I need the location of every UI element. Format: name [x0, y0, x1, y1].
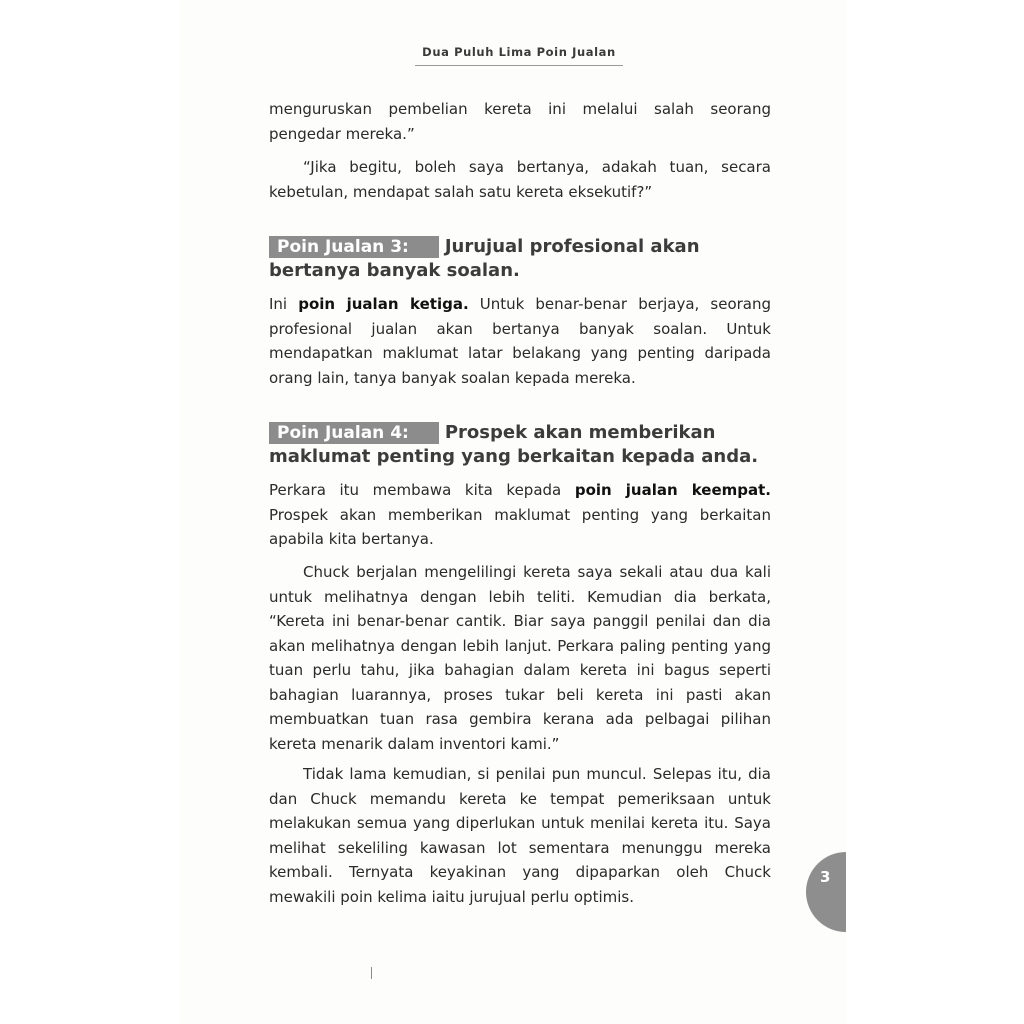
paragraph-3-bold: poin jualan ketiga.	[298, 295, 469, 313]
heading-text-4: Prospek akan memberikan maklumat penting yang berkaitan kepada anda.	[269, 422, 759, 467]
page-number: 3	[820, 868, 831, 886]
heading-poin-jualan-3	[269, 235, 779, 283]
running-title: Dua Puluh Lima Poin Jualan	[415, 45, 623, 66]
paragraph-4-rest: Prospek akan memberikan maklumat penting yang berkaitan apabila kita bertanya.	[269, 505, 771, 548]
paragraph-2: “Jika begitu, boleh saya bertanya, adakah tuan, secara kebetulan, mendapat salah satu kereta eksekutif?”	[269, 158, 771, 201]
paragraph-4-start: Perkara itu membawa kita kepada	[269, 481, 575, 499]
paragraph-6: Tidak lama kemudian, si penilai pun muncul. Selepas itu, dia dan Chuck memandu kereta ke tempat pemeriksaan untuk melakukan semua yang diperlukan untuk menilai kereta itu. Saya melihat sekeliling kawasan lot sementara menunggu mereka kembali. Ternyata keyakinan yang dipaparkan oleh Chuck mewakili poin kelima iaitu jurujual perlu optimis.	[269, 765, 771, 906]
paragraph-1: menguruskan pembelian kereta ini melalui salah seorang pengedar mereka.”	[269, 100, 771, 143]
paragraph-4-bold: poin jualan keempat.	[574, 481, 771, 499]
heading-tag-4: Poin Jualan 4:	[269, 422, 439, 444]
heading-tag-3: Poin Jualan 3:	[269, 236, 439, 258]
paragraph-5: Chuck berjalan mengelilingi kereta saya sekali atau dua kali untuk melihatnya dengan lebih teliti. Kemudian dia berkata, “Kereta ini benar-benar cantik. Biar saya panggil penilai dan dia akan melihatnya dengan lebih lanjut. Perkara paling penting yang tuan perlu tahu, jika bahagian dalam kereta ini bagus seperti bahagian luarannya, proses tukar beli kereta ini pasti akan membuatkan tuan rasa gembira kerana ada pelbagai pilihan kereta menarik dalam inventori kami.”	[269, 563, 771, 753]
crop-mark	[371, 967, 372, 979]
heading-text-3: Jurujual profesional akan bertanya banyak soalan.	[269, 236, 700, 281]
heading-poin-jualan-4	[269, 421, 779, 469]
paragraph-3-rest: Untuk benar-benar berjaya, seorang profesional jualan akan bertanya banyak soalan. Untuk mendapatkan maklumat latar belakang yang penting daripada orang lain, tanya banyak soalan kepada mereka.	[269, 295, 772, 387]
paragraph-4	[269, 478, 771, 552]
paragraph-3	[269, 292, 771, 390]
paragraph-3-start: Ini	[269, 295, 299, 313]
